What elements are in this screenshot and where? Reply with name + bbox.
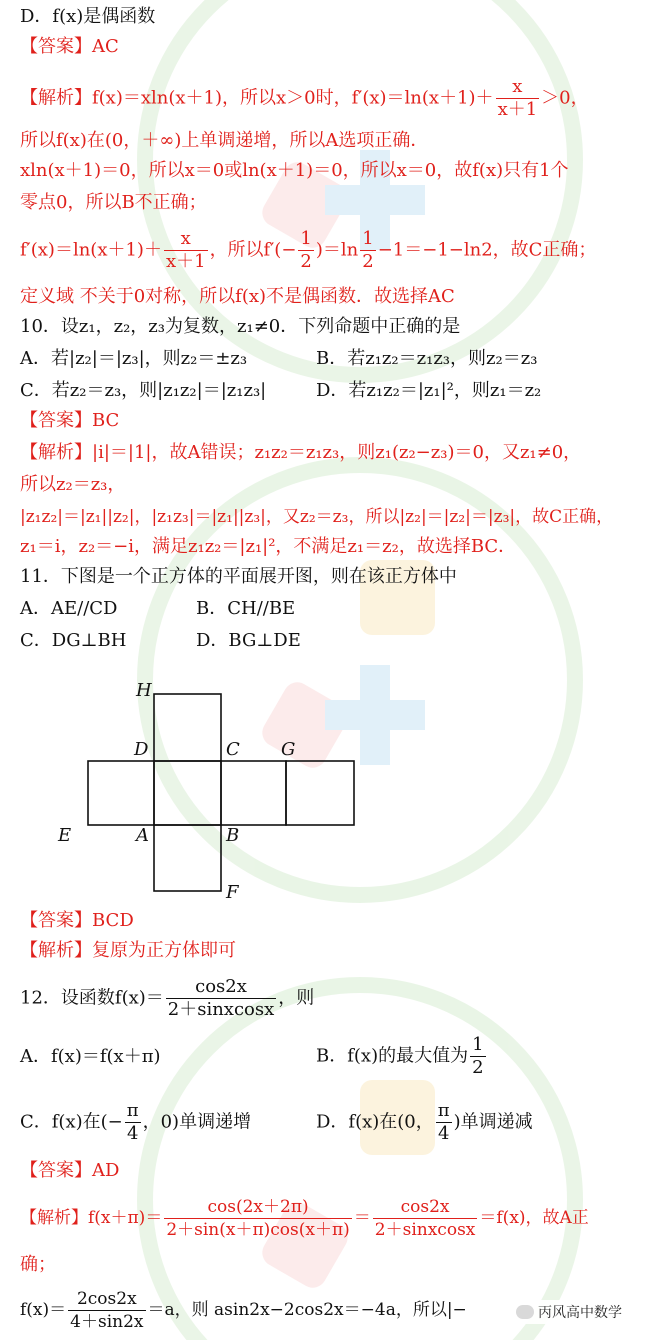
q12-option-b-fraction — [470, 1034, 485, 1079]
q12-optc-num: π — [126, 1100, 139, 1121]
q12-option-c-a: C．f(x)在(− — [20, 1111, 123, 1133]
q12-stem-fraction — [166, 976, 277, 1021]
q12-option-d-a: D．f(x)在(0， — [316, 1111, 434, 1133]
account-name: 丙风高中数学 — [538, 1305, 622, 1321]
q12-analysis-line-3 — [20, 1288, 467, 1333]
net-face-center — [154, 761, 221, 825]
q9-frac2-num: x — [180, 228, 191, 249]
q12-analysis-fraction-1 — [164, 1196, 351, 1241]
q12-analysis-1b: ＝f(x)，故A正 — [479, 1208, 589, 1228]
q9-analysis-1-end: ＞0， — [541, 87, 589, 109]
q9-frac3-num: 1 — [300, 228, 312, 249]
q11-option-c: C．DG⊥BH — [20, 630, 127, 651]
q12-an-num1: cos(2x＋2π) — [207, 1197, 309, 1217]
q9-frac1-den: x＋1 — [497, 99, 538, 120]
net-face-right-1 — [221, 761, 286, 825]
q12-optb-den: 2 — [472, 1057, 484, 1078]
q12-analysis-line-2: 确； — [20, 1254, 56, 1275]
q10-answer: 【答案】BC — [20, 410, 120, 431]
q10-analysis-line-1: 【解析】|i|＝|1|，故A错误；z₁z₂＝z₁z₃，则z₁(z₂−z₃)＝0，又z₁≠0， — [20, 442, 582, 463]
q10-option-b: B．若z₁z₂＝z₁z₃，则z₂＝z₃ — [316, 348, 538, 369]
q9-analysis-line-6: 定义域 不关于0对称，所以f(x)不是偶函数．故选择AC — [20, 286, 455, 307]
q9-analysis-line-4: 零点0，所以B不正确； — [20, 192, 207, 213]
q12-analysis-1a: 【解析】f(x＋π)＝ — [20, 1208, 163, 1228]
q10-analysis-line-3: |z₁z₂|＝|z₁||z₂|，|z₁z₃|＝|z₁||z₃|，又z₂＝z₃，所以|z₂|＝|z₂|＝|z₃|，故C正确， — [20, 507, 614, 527]
q12-an-den1: 2＋sin(x＋π)cos(x＋π) — [166, 1220, 350, 1240]
q10-option-d: D．若z₁z₂＝|z₁|²，则z₁＝z₂ — [316, 380, 542, 401]
q12-option-c-b: ，0)单调递增 — [142, 1111, 252, 1133]
vertex-label-e: E — [58, 825, 72, 846]
q12-an-num3: 2cos2x — [76, 1289, 137, 1309]
q12-option-d-fraction — [436, 1100, 452, 1145]
q12-option-c-fraction — [125, 1100, 141, 1145]
q11-analysis: 【解析】复原为正方体即可 — [20, 940, 236, 961]
vertex-label-b: B — [226, 825, 240, 846]
q11-option-b: B．CH//BE — [196, 598, 296, 619]
q12-analysis-fraction-2 — [373, 1196, 478, 1241]
q12-analysis-3b: ＝a，则 asin2x−2cos2x＝−4a，所以|− — [147, 1300, 467, 1320]
q9-frac2-den: x＋1 — [165, 251, 206, 272]
q12-optc-den: 4 — [125, 1122, 141, 1145]
q9-analysis-5c: )＝ln — [315, 239, 359, 261]
q11-stem: 11．下图是一个正方体的平面展开图，则在该正方体中 — [20, 566, 457, 587]
q12-answer: 【答案】AD — [20, 1160, 120, 1181]
q11-option-d: D．BG⊥DE — [196, 630, 301, 651]
net-face-right-2 — [286, 761, 354, 825]
q12-option-b-text: B．f(x)的最大值为 — [316, 1045, 469, 1067]
q12-option-d — [316, 1100, 533, 1145]
q11-option-a: A．AE//CD — [20, 598, 118, 619]
q12-option-a: A．f(x)＝f(x＋π) — [20, 1046, 161, 1067]
q12-analysis-3a: f(x)＝ — [20, 1300, 67, 1320]
q11-answer: 【答案】BCD — [20, 910, 134, 931]
vertex-label-c: C — [226, 739, 240, 760]
vertex-label-h: H — [136, 680, 152, 701]
q9-analysis-line-2: 所以f(x)在(0，＋∞)上单调递增，所以A选项正确． — [20, 130, 429, 151]
q10-option-a: A．若|z₂|＝|z₃|，则z₂＝±z₃ — [20, 348, 248, 369]
vertex-label-a: A — [136, 825, 149, 846]
vertex-label-g: G — [281, 739, 296, 760]
q12-stem-b: ，则 — [278, 987, 315, 1009]
q9-frac1-num: x — [512, 76, 523, 97]
q12-analysis-line-1 — [20, 1196, 589, 1241]
q12-stem — [20, 976, 314, 1021]
q9-analysis-5d: −1＝−1−ln2，故C正确； — [377, 239, 597, 261]
q12-stem-num: cos2x — [195, 976, 247, 997]
q12-stem-den: 2＋sinxcosx — [167, 999, 275, 1020]
net-face-left — [88, 761, 154, 825]
q9-analysis-5a: f′(x)＝ln(x＋1)＋ — [20, 239, 162, 261]
q10-stem: 10．设z₁，z₂，z₃为复数，z₁≠0．下列命题中正确的是 — [20, 316, 461, 337]
q9-frac4-num: 1 — [362, 228, 374, 249]
vertex-label-f: F — [226, 882, 239, 903]
q12-option-b — [316, 1034, 488, 1079]
q9-frac4-den: 2 — [362, 251, 374, 272]
q12-option-d-b: )单调递减 — [453, 1111, 533, 1133]
q12-optd-num: π — [437, 1100, 450, 1121]
q10-option-c: C．若z₂＝z₃，则|z₁z₂|＝|z₁z₃| — [20, 380, 267, 401]
q9-answer: 【答案】AC — [20, 36, 119, 57]
q12-analysis-fraction-3 — [68, 1288, 145, 1333]
q12-analysis-eq: ＝ — [353, 1208, 371, 1228]
net-face-bottom — [154, 825, 221, 891]
q10-analysis-line-4: z₁＝i，z₂＝−i，满足z₁z₂＝|z₁|²，不满足z₁＝z₂，故选择BC． — [20, 536, 517, 557]
q12-optd-den: 4 — [436, 1122, 452, 1145]
q12-an-den3: 4＋sin2x — [70, 1312, 144, 1332]
account-badge[interactable] — [510, 1300, 628, 1324]
q12-an-num2: cos2x — [400, 1197, 450, 1217]
vertex-label-d: D — [134, 739, 149, 760]
chat-bubble-icon — [516, 1305, 534, 1319]
q12-option-c — [20, 1100, 251, 1145]
q12-optb-num: 1 — [472, 1034, 484, 1055]
net-face-top — [154, 694, 221, 761]
q9-option-d: D．f(x)是偶函数 — [20, 6, 156, 27]
q10-analysis-line-2: 所以z₂＝z₃， — [20, 474, 126, 495]
q9-analysis-1-text: 【解析】f(x)＝xln(x＋1)，所以x＞0时，f′(x)＝ln(x＋1)＋ — [20, 87, 494, 109]
q9-analysis-5b: ，所以f′(− — [209, 239, 297, 261]
q12-stem-a: 12．设函数f(x)＝ — [20, 987, 164, 1009]
q9-frac3-den: 2 — [300, 251, 312, 272]
q12-an-den2: 2＋sinxcosx — [374, 1220, 476, 1240]
q9-analysis-line-3: xln(x＋1)＝0，所以x＝0或ln(x＋1)＝0，所以x＝0，故f(x)只有1个 — [20, 160, 569, 181]
